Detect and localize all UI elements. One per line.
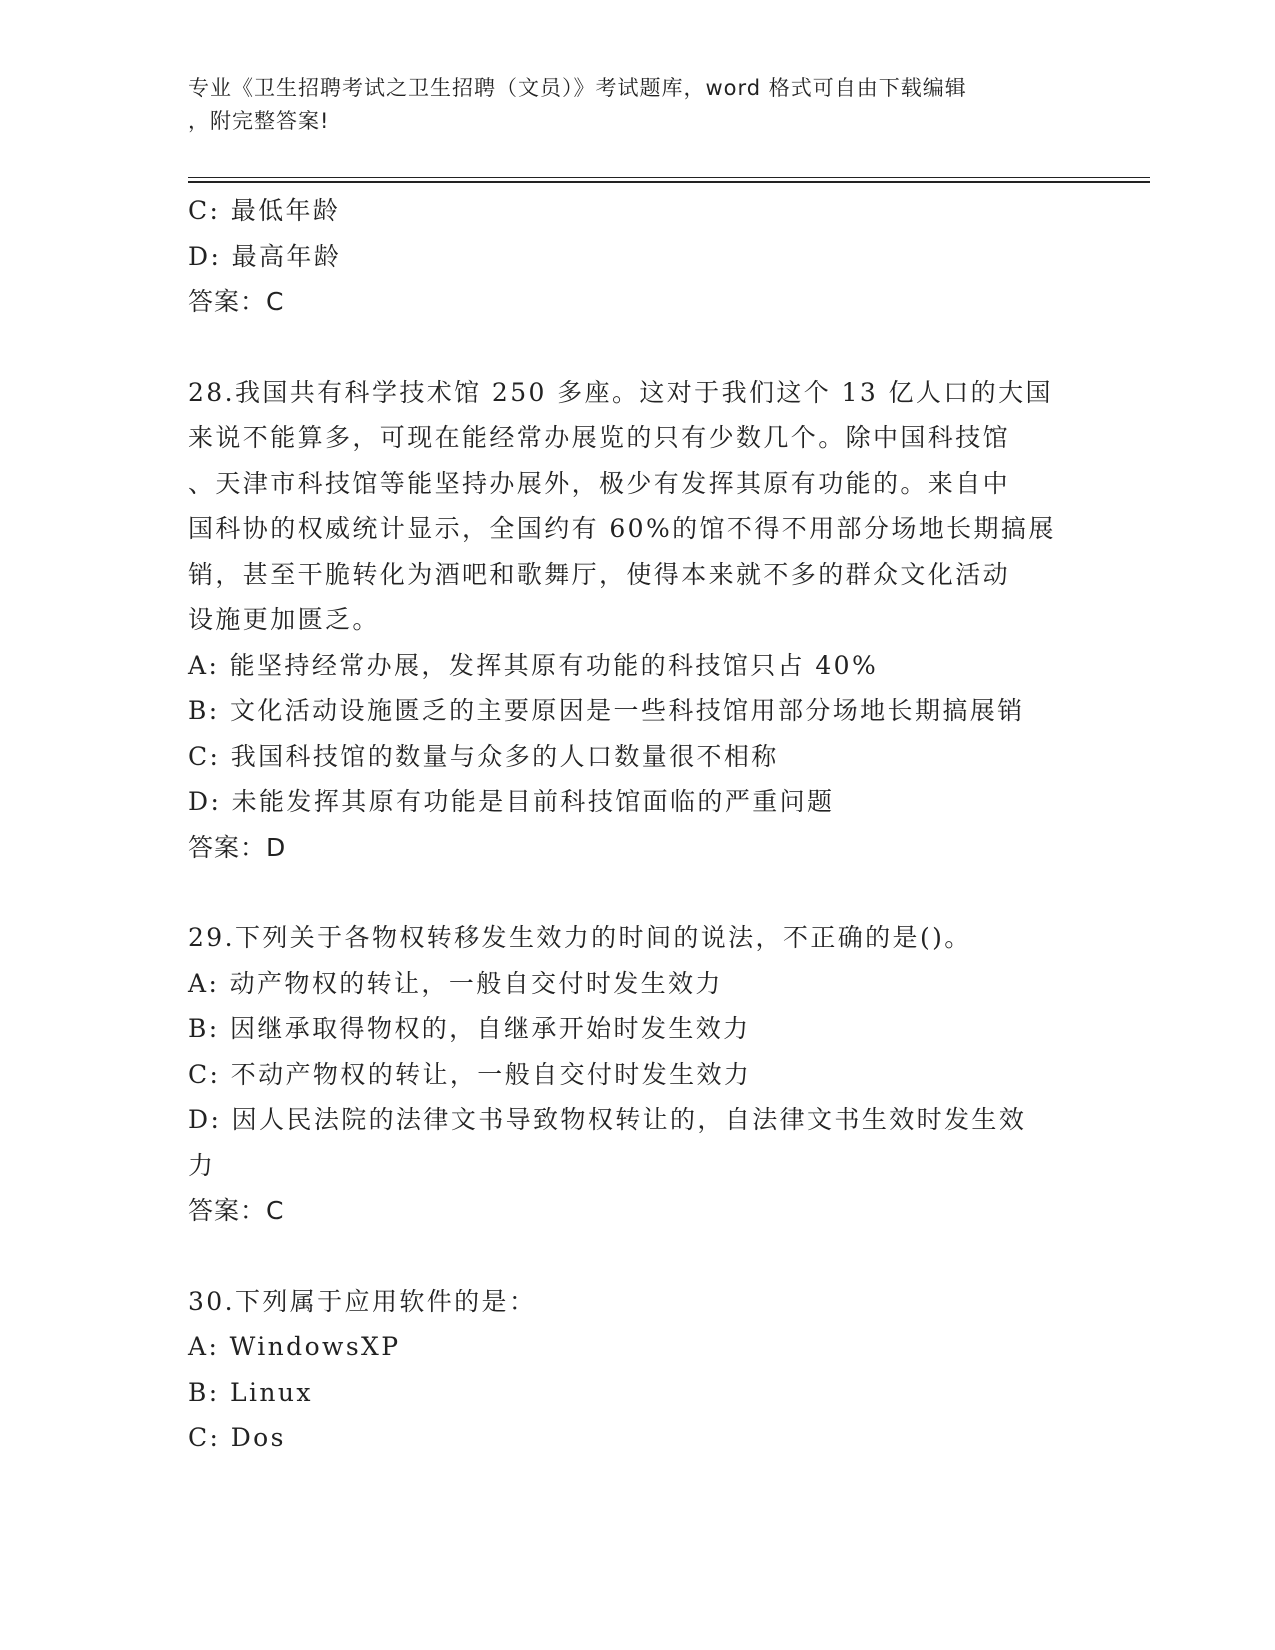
option-d-continued: 力 (188, 1150, 216, 1180)
option-c: C: Dos (188, 1423, 286, 1452)
option-b: B: 文化活动设施匮乏的主要原因是一些科技馆用部分场地长期搞展销 (188, 696, 1025, 725)
option-c: C: 我国科技馆的数量与众多的人口数量很不相称 (188, 741, 779, 771)
question-text-line: 国科协的权威统计显示，全国约有 60%的馆不得不用部分场地长期搞展 (188, 514, 1056, 543)
option-c: C: 最低年龄 (188, 196, 341, 225)
header-divider-thick (188, 181, 1150, 183)
option-a: A: WindowsXP (188, 1332, 401, 1361)
question-text-line: 、天津市科技馆等能坚持办展外，极少有发挥其原有功能的。来自中 (188, 468, 1011, 498)
question-text-line: 28.我国共有科学技术馆 250 多座。这对于我们这个 13 亿人口的大国 (188, 377, 1053, 407)
option-c: C: 不动产物权的转让，一般自交付时发生效力 (188, 1059, 752, 1089)
question-30 (188, 1279, 1088, 1461)
option-b: B: Linux (188, 1377, 313, 1407)
option-a: A: 动产物权的转让，一般自交付时发生效力 (188, 968, 723, 998)
header-line-2: ，附完整答案! (188, 109, 330, 133)
document-body (188, 188, 1088, 1461)
option-d: D: 最高年龄 (188, 241, 342, 271)
question-text-line: 来说不能算多，可现在能经常办展览的只有少数几个。除中国科技馆 (188, 423, 1011, 452)
option-d: D: 因人民法院的法律文书导致物权转让的，自法律文书生效时发生效 (188, 1105, 1027, 1134)
document-header (188, 72, 1068, 138)
option-b: B: 因继承取得物权的，自继承开始时发生效力 (188, 1014, 751, 1043)
answer-line: 答案：C (188, 287, 285, 316)
option-list (188, 961, 1088, 1189)
option-a: A: 能坚持经常办展，发挥其原有功能的科技馆只占 40% (188, 650, 879, 680)
answer-line: 答案：D (188, 832, 287, 862)
question-27-tail (188, 188, 1088, 325)
question-text-line: 设施更加匮乏。 (188, 605, 380, 634)
option-d: D: 未能发挥其原有功能是目前科技馆面临的严重问题 (188, 787, 835, 816)
question-text-line: 销，甚至干脆转化为酒吧和歌舞厅，使得本来就不多的群众文化活动 (188, 559, 1011, 589)
option-list (188, 188, 1088, 279)
header-line-1: 专业《卫生招聘考试之卫生招聘（文员）》考试题库，word 格式可自由下载编辑 (188, 76, 967, 100)
answer-line: 答案：C (188, 1196, 285, 1225)
option-list (188, 1324, 1088, 1461)
question-28 (188, 370, 1088, 871)
question-29 (188, 915, 1088, 1234)
option-list (188, 643, 1088, 825)
question-text-line: 30.下列属于应用软件的是： (188, 1286, 537, 1316)
question-text-line: 29.下列关于各物权转移发生效力的时间的说法，不正确的是()。 (188, 923, 972, 952)
header-divider-thin (188, 177, 1150, 178)
